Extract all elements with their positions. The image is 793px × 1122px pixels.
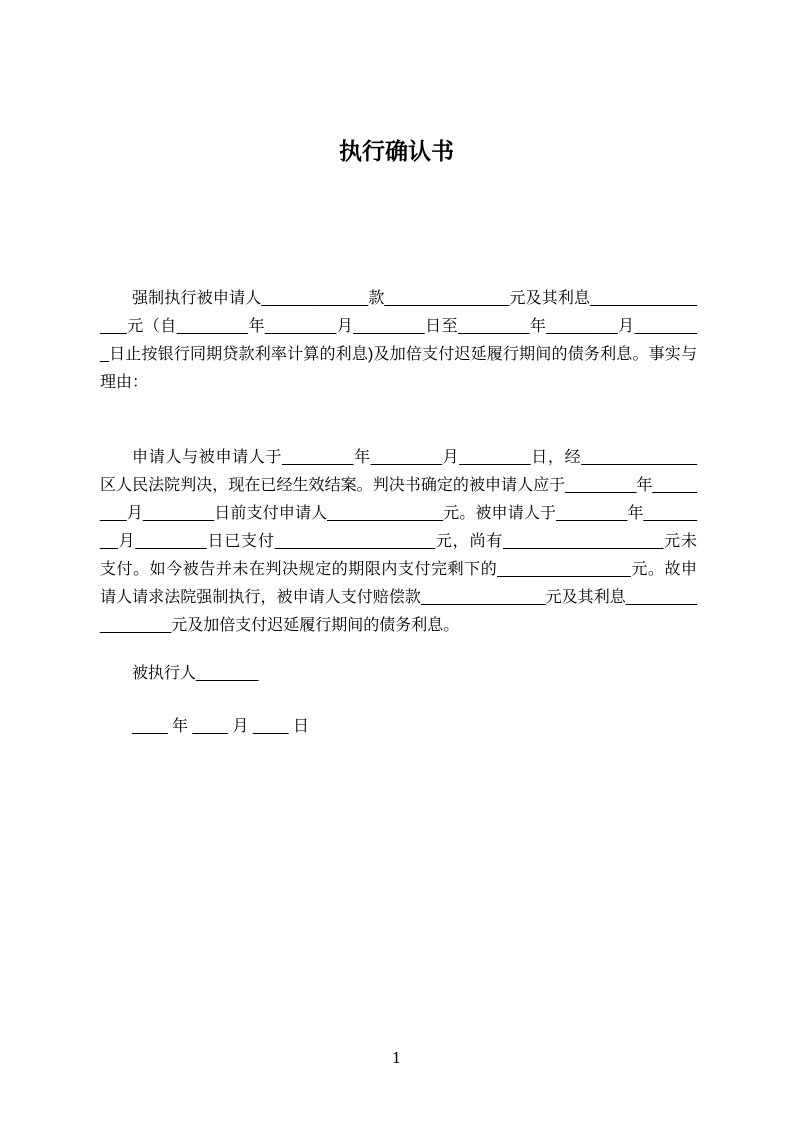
date-line: ____ 年 ____ 月 ____ 日: [132, 718, 310, 735]
signature-line: 被执行人_______: [132, 665, 259, 682]
paragraph-claim: 强制执行被申请人____________款______________元及其利息_______________元（自________年________月________日至________年________月________日止按银行同期贷款利率计算的利息)及加倍支付迟延履行期间的债务利息。事实与理由：: [100, 290, 697, 391]
paragraph-facts-and-reasons: 申请人与被申请人于________年________月________日，经_____________区人民法院判决，现在已经生效结案。判决书确定的被申请人应于________年________月________日前支付申请人_____________元。被申请人于________年________月________日已支付__________________元，尚有__________________元未支付。如今被告并未在判决规定的期限内支付完剩下的_______________元。故申请人请求法院强制执行，被申请人支付赔偿款______________元及其利息________________元及加倍支付迟延履行期间的债务利息。: [100, 449, 697, 634]
page-number: 1: [391, 1049, 402, 1067]
document-title: 执行确认书: [339, 138, 454, 164]
